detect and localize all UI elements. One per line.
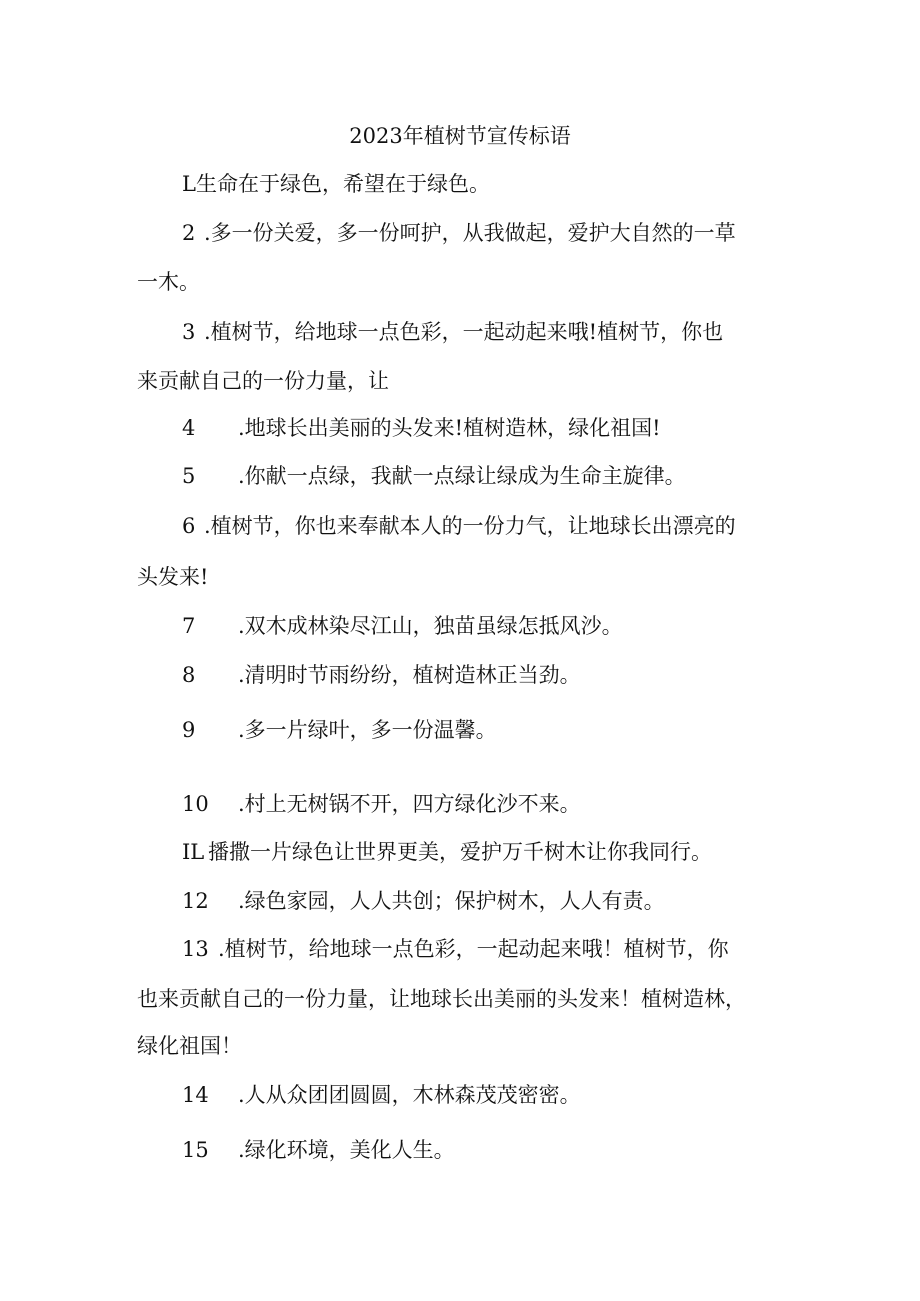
slogan-line-continued — [137, 367, 389, 395]
item-number: 9 — [182, 718, 196, 742]
item-number: 3 — [182, 320, 196, 344]
item-text: 头发来! — [137, 565, 209, 589]
item-number: L — [182, 172, 196, 196]
item-number: 15 — [182, 1138, 209, 1162]
item-text: .绿化环境，美化人生。 — [238, 1138, 455, 1162]
item-number: 2 — [182, 221, 196, 245]
item-text: .双木成林染尽江山，独苗虽绿怎抵风沙。 — [238, 614, 623, 638]
item-text: .人从众团团圆圆，木林森茂茂密密。 — [238, 1083, 581, 1107]
item-number: IL — [182, 840, 205, 864]
slogan-line — [182, 1136, 455, 1164]
slogan-line — [182, 935, 729, 963]
item-number: 13 — [182, 937, 209, 961]
slogan-line — [182, 318, 723, 346]
item-number: 5 — [182, 464, 196, 488]
item-text: .植树节，你也来奉献本人的一份力气，让地球长出漂亮的 — [204, 514, 736, 538]
item-text: .清明时节雨纷纷，植树造林正当劲。 — [238, 663, 581, 687]
slogan-line — [182, 716, 497, 744]
item-text: .多一份关爱，多一份呵护，从我做起，爱护大自然的一草 — [204, 221, 736, 245]
slogan-line-continued — [137, 985, 746, 1013]
slogan-line — [182, 462, 686, 490]
item-number: 6 — [182, 514, 196, 538]
slogan-line — [182, 170, 490, 198]
item-text: .地球长出美丽的头发来!植树造林，绿化祖国! — [238, 416, 661, 440]
slogan-line — [182, 1081, 581, 1109]
item-number: 12 — [182, 889, 209, 913]
item-text: 播撒一片绿色让世界更美，爱护万千树木让你我同行。 — [208, 840, 712, 864]
slogan-line — [182, 661, 581, 689]
slogan-line — [182, 887, 665, 915]
slogan-line — [182, 838, 712, 866]
item-text: 一木。 — [137, 270, 200, 294]
item-number: 7 — [182, 614, 196, 638]
item-text: 生命在于绿色，希望在于绿色。 — [195, 172, 490, 196]
item-number: 10 — [182, 792, 209, 816]
item-number: 8 — [182, 663, 196, 687]
slogan-line — [182, 414, 661, 442]
slogan-line-continued — [137, 268, 200, 296]
item-text: 也来贡献自己的一份力量，让地球长出美丽的头发来！植树造林， — [137, 987, 746, 1011]
slogan-line — [182, 219, 736, 247]
slogan-line — [182, 790, 581, 818]
item-number: 4 — [182, 416, 196, 440]
document-title: 2023年植树节宣传标语 — [349, 124, 571, 148]
item-number: 14 — [182, 1083, 209, 1107]
item-text: .你献一点绿，我献一点绿让绿成为生命主旋律。 — [238, 464, 686, 488]
item-text: 绿化祖国！ — [137, 1034, 242, 1058]
item-text: .植树节，给地球一点色彩，一起动起来哦！植树节，你 — [218, 937, 729, 961]
item-text: .绿色家园，人人共创；保护树木，人人有责。 — [238, 889, 665, 913]
slogan-line-continued — [137, 563, 208, 591]
item-text: .村上无树锅不开，四方绿化沙不来。 — [238, 792, 581, 816]
slogan-line — [182, 512, 736, 540]
slogan-line-continued — [137, 1032, 242, 1060]
item-text: .植树节，给地球一点色彩，一起动起来哦!植树节，你也 — [204, 320, 724, 344]
item-text: .多一片绿叶，多一份温馨。 — [238, 718, 497, 742]
slogan-line — [182, 612, 623, 640]
item-text: 来贡献自己的一份力量，让 — [137, 369, 389, 393]
